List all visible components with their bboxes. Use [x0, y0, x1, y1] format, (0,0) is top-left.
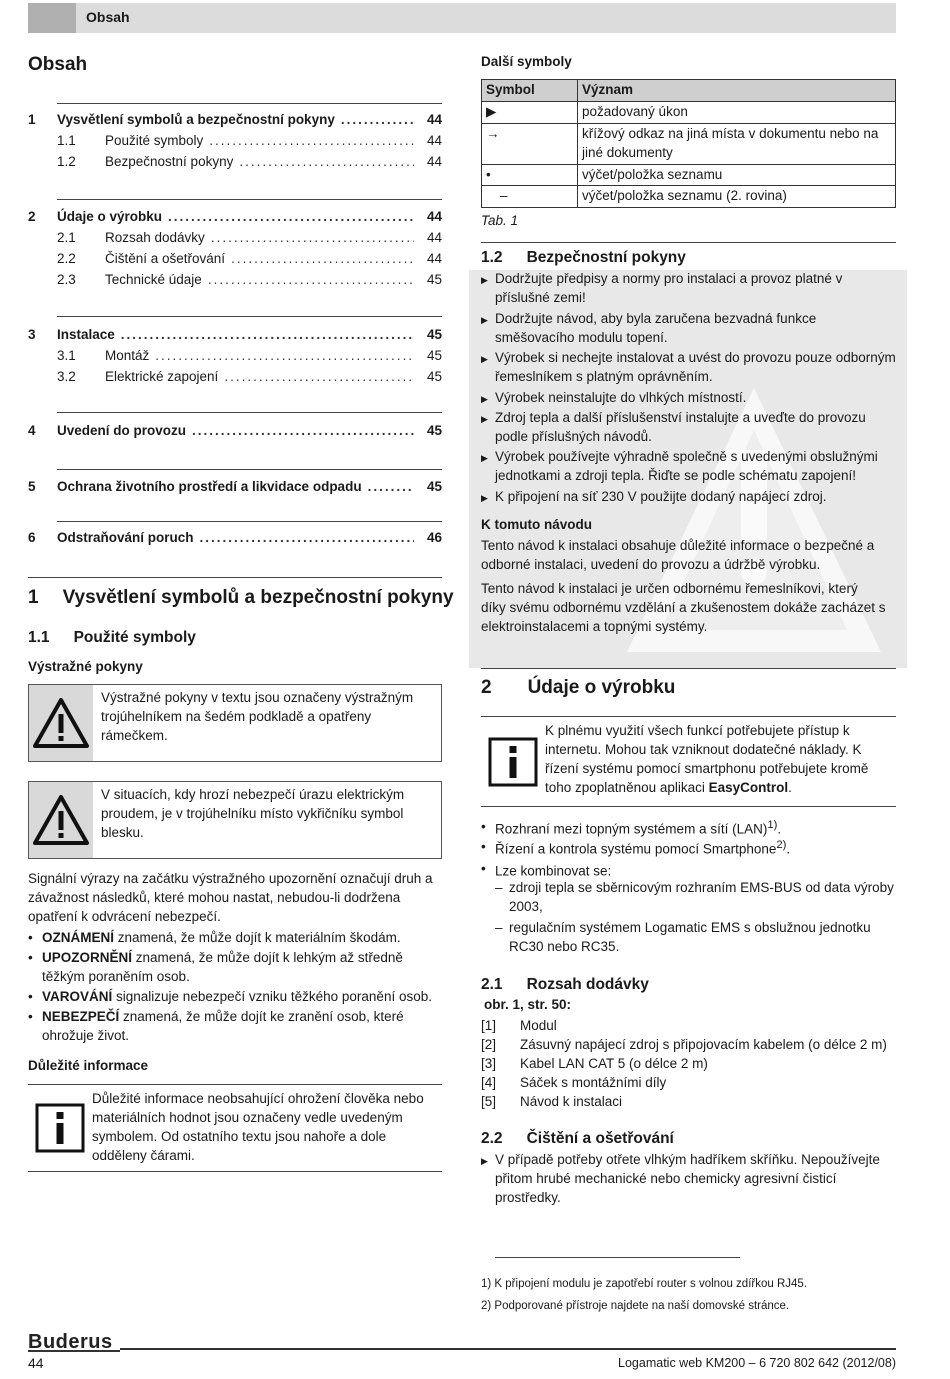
toc-leader [200, 529, 414, 548]
toc-text: Vysvětlení symbolů a bezpečnostní pokyny [57, 112, 335, 127]
table-row [482, 164, 896, 186]
toc-page: 45 [426, 479, 442, 494]
toc-page: 45 [426, 348, 442, 363]
signal-item [28, 949, 442, 987]
section-1-2-heading [481, 247, 686, 269]
toc-text: Technické údaje [105, 272, 202, 287]
section-number: 1.2 [481, 249, 503, 266]
section-title: Použité symboly [73, 629, 196, 646]
section-title: Čištění a ošetřování [526, 1130, 674, 1147]
toc-leader [231, 250, 414, 269]
toc-leader [168, 208, 414, 227]
toc-rule [57, 199, 442, 200]
toc-page: 44 [426, 154, 442, 169]
table-header-cell: Význam [578, 80, 896, 102]
toc-entry [28, 229, 442, 248]
toc-number: 1.2 [57, 154, 76, 169]
table-row [482, 123, 896, 164]
toc-number: 2.3 [57, 272, 76, 287]
toc-entry [28, 368, 442, 387]
feature-text: Řízení a kontrola systému pomocí Smartphone [495, 841, 777, 857]
toc-number: 5 [28, 479, 36, 494]
symbol-cell: • [482, 164, 578, 186]
subfeature-item [495, 879, 895, 917]
signal-intro: Signální výrazy na začátku výstražného upozornění označují druh a závažnost následků, které mohou nastat, nebudou-li dodržena opatření k odvrácení nebezpečí. [28, 871, 433, 924]
footer-rule [120, 1348, 896, 1350]
about-paragraph: Tento návod k instalaci je určen odbornému řemeslníkovi, který díky svému odbornému vzdělání a zkušenostem dokáže zacházet s elektroinstalacemi a topnými systémy. [481, 581, 886, 634]
toc-page: 44 [426, 209, 442, 224]
warning-triangle-icon [29, 685, 93, 761]
toc-text: Ochrana životního prostředí a likvidace odpadu [57, 479, 362, 494]
signal-keyword: NEBEZPEČÍ [42, 1009, 120, 1024]
footnote: 2) Podporované přístroje najdete na naší domovské stránce. [481, 1300, 790, 1312]
toc-entry [28, 478, 442, 497]
document-id: Logamatic web KM200 – 6 720 802 642 (2012/08) [618, 1356, 896, 1370]
subfeature-text: regulačním systémem Logamatic EMS s obslužnou jednotku RC30 nebo RC35. [509, 920, 871, 954]
scope-item [481, 1093, 896, 1112]
toc-page: 44 [426, 112, 442, 127]
scope-item [481, 1074, 896, 1093]
safety-item: ▶ Dodržujte předpisy a normy pro instalaci a provoz platné v příslušné zemi! [481, 270, 896, 308]
section-title: Vysvětlení symbolů a bezpečnostní pokyny [62, 587, 454, 608]
warning-text: Výstražné pokyny v textu jsou označeny výstražným trojúhelníkem na šedém podkladě a opatřeny rámečkem. [101, 690, 414, 743]
toc-rule [57, 412, 442, 413]
scope-text: Zásuvný napájecí zdroj s připojovacím kabelem (o délce 2 m) [520, 1037, 887, 1052]
signal-keyword: VAROVÁNÍ [42, 989, 113, 1004]
section-title: Údaje o výrobku [527, 677, 676, 698]
warnings-heading: Výstražné pokyny [28, 659, 143, 674]
toc-number: 4 [28, 423, 36, 438]
toc-text: Odstraňování poruch [57, 530, 194, 545]
scope-item [481, 1055, 896, 1074]
symbol-cell: ▶ [482, 101, 578, 123]
toc-text: Elektrické zapojení [105, 369, 219, 384]
signal-keyword: OZNÁMENÍ [42, 930, 114, 945]
toc-rule [57, 469, 442, 470]
info-icon [28, 1085, 92, 1171]
scope-number: [5] [481, 1094, 497, 1109]
meaning-cell: výčet/položka seznamu [578, 164, 896, 186]
feature-end: . [786, 841, 791, 857]
header-bar [28, 3, 896, 33]
brand-logo: Buderus [28, 1331, 113, 1353]
toc-entry [28, 326, 442, 345]
toc-text: Čištění a ošetřování [105, 251, 226, 266]
scope-number: [1] [481, 1018, 497, 1033]
feature-item [481, 838, 896, 859]
toc-leader [224, 368, 414, 387]
toc-number: 6 [28, 530, 36, 545]
section-rule [481, 242, 896, 243]
toc-entry [28, 111, 442, 130]
subfeature-item [495, 919, 895, 957]
section-1-1-heading [28, 627, 196, 649]
toc-text: Uvedení do provozu [57, 423, 187, 438]
scope-text: Modul [520, 1018, 557, 1033]
toc-number: 3 [28, 327, 36, 342]
scope-number: [2] [481, 1037, 497, 1052]
toc-page: 44 [426, 251, 442, 266]
important-heading: Důležité informace [28, 1058, 149, 1073]
figure-reference: obr. 1, str. 50: [484, 997, 572, 1012]
section-number: 2 [481, 677, 492, 698]
toc-entry [28, 271, 442, 290]
section-title: Bezpečnostní pokyny [526, 249, 686, 266]
safety-item: ▶ Výrobek neinstalujte do vlhkých místností. [481, 389, 896, 408]
warning-triangle-icon [29, 782, 93, 858]
toc-text: Instalace [57, 327, 115, 342]
subfeature-text: zdroji tepla se sběrnicovým rozhraním EMS-BUS od data výroby 2003, [509, 880, 894, 914]
table-row [482, 101, 896, 123]
section-number: 2.1 [481, 976, 503, 993]
section-number: 1.1 [28, 629, 50, 646]
table-header-cell: Symbol [482, 80, 578, 102]
header-title: Obsah [86, 9, 130, 25]
safety-item: ▶ Dodržujte návod, aby byla zaručena bezvadná funkce směšovacího modulu topení. [481, 310, 896, 348]
toc-number: 2.1 [57, 230, 76, 245]
toc-number: 3.1 [57, 348, 76, 363]
toc-leader [239, 153, 414, 172]
toc-leader [368, 478, 414, 497]
footnote: 1) K připojení modulu je zapotřebí router s volnou zdířkou RJ45. [481, 1278, 808, 1290]
meaning-cell: požadovaný úkon [578, 101, 896, 123]
toc-page: 45 [426, 327, 442, 342]
toc-page: 45 [426, 423, 442, 438]
app-name: EasyControl [708, 779, 789, 795]
feature-item [481, 818, 896, 839]
feature-end: . [777, 821, 782, 837]
section-1-heading [28, 585, 454, 612]
toc-page: 46 [426, 530, 442, 545]
dash-icon: – [495, 880, 503, 895]
signal-item [28, 988, 442, 1007]
signal-keyword: UPOZORNĚNÍ [42, 950, 133, 965]
toc-leader [211, 229, 414, 248]
toc-entry [28, 347, 442, 366]
footnote-rule [495, 1257, 740, 1258]
toc-page: 45 [426, 272, 442, 287]
safety-item: ▶ Výrobek používejte výhradně společně s uvedenými obslužnými jednotkami a zdroji tepla. Řiďte se podle schématu zapojení! [481, 448, 896, 486]
cleaning-item: ▶ V případě potřeby otřete vlhkým hadříkem skříňku. Nepoužívejte přitom hrubé mechanické nebo chemicky agresivní čisticí prostředky. [481, 1151, 896, 1208]
toc-entry [28, 208, 442, 227]
toc-leader [155, 347, 414, 366]
toc-page: 45 [426, 369, 442, 384]
signal-meaning: znamená, že může dojít k materiálním škodám. [114, 930, 401, 945]
important-text: Důležité informace neobsahující ohrožení člověka nebo materiálních hodnot jsou označeny vedle uvedeným symbolem. Od ostatního textu jsou nahoře a dole odděleny čárami. [92, 1091, 424, 1163]
toc-entry [28, 250, 442, 269]
section-number: 2.2 [481, 1130, 503, 1147]
toc-leader [121, 326, 414, 345]
signal-item [28, 1008, 442, 1046]
footnote-ref: 2) [776, 839, 787, 851]
toc-page: 44 [426, 230, 442, 245]
about-paragraph: Tento návod k instalaci obsahuje důležité informace o bezpečné a odborné instalaci, uvedení do provozu a údržbě výrobku. [481, 538, 875, 572]
toc-title: Obsah [28, 54, 88, 75]
important-info-box [28, 1084, 442, 1172]
toc-leader [341, 111, 414, 130]
toc-text: Montáž [105, 348, 150, 363]
safety-item: ▶ Výrobek si nechejte instalovat a uvést do provozu pouze odborným řemeslníkem s platným oprávněním. [481, 349, 896, 387]
other-symbols-heading: Další symboly [481, 54, 572, 69]
symbol-cell: – [482, 186, 578, 208]
symbols-table-body [482, 101, 896, 207]
safety-item: ▶ K připojení na síť 230 V použijte dodaný napájecí zdroj. [481, 488, 896, 507]
toc-number: 2.2 [57, 251, 76, 266]
page-number: 44 [28, 1355, 44, 1371]
toc-text: Použité symboly [105, 133, 204, 148]
symbols-table [481, 79, 896, 208]
scope-item [481, 1017, 896, 1036]
symbol-cell: → [482, 123, 578, 164]
scope-number: [4] [481, 1075, 497, 1090]
toc-page: 44 [426, 133, 442, 148]
info-text: . [788, 779, 792, 795]
feature-text: Lze kombinovat se: [495, 863, 612, 879]
warning-box [28, 684, 442, 762]
header-accent [28, 3, 76, 33]
table-header-row [482, 80, 896, 102]
toc-entry [28, 422, 442, 441]
scope-text: Kabel LAN CAT 5 (o délce 2 m) [520, 1056, 708, 1071]
scope-item [481, 1036, 896, 1055]
toc-leader [192, 422, 414, 441]
section-2-heading [481, 675, 675, 702]
toc-rule [57, 316, 442, 317]
section-number: 1 [28, 587, 39, 608]
scope-text: Sáček s montážními díly [520, 1075, 667, 1090]
section-rule [481, 668, 896, 669]
signal-meaning: znamená, že může dojít k lehkým až středně těžkým poraněním osob. [42, 950, 403, 984]
section-2-1-heading [481, 974, 649, 996]
scope-number: [3] [481, 1056, 497, 1071]
table-row [482, 186, 896, 208]
toc-text: Rozsah dodávky [105, 230, 205, 245]
dash-icon: – [495, 920, 503, 935]
signal-meaning: signalizuje nebezpečí vzniku těžkého poranění osob. [112, 989, 432, 1004]
toc-leader [209, 132, 414, 151]
meaning-cell: křížový odkaz na jiná místa v dokumentu nebo na jiné dokumenty [578, 123, 896, 164]
warning-text: V situacích, kdy hrozí nebezpečí úrazu elektrickým proudem, je v trojúhelníku místo vykřičníku symbol blesku. [101, 787, 405, 840]
about-heading: K tomuto návodu [481, 517, 592, 532]
product-info-box [481, 716, 896, 807]
toc-text: Bezpečnostní pokyny [105, 154, 234, 169]
footer-rule [28, 1350, 120, 1352]
toc-number: 2 [28, 209, 36, 224]
toc-rule [57, 521, 442, 522]
toc-entry [28, 132, 442, 151]
signal-meaning: znamená, že může dojít ke zranění osob, které ohrožuje život. [42, 1009, 404, 1043]
table-caption: Tab. 1 [481, 213, 519, 228]
toc-entry [28, 529, 442, 548]
info-icon [481, 717, 545, 806]
toc-number: 1.1 [57, 133, 76, 148]
toc-rule [57, 103, 442, 104]
info-text: K plnému využití všech funkcí potřebujete přístup k internetu. Mohou tak vzniknout dodatečné náklady. K řízení systému pomocí smartphonu potřebujete kromě toho zpoplatněnou aplikaci [545, 723, 869, 795]
section-2-2-heading [481, 1128, 674, 1150]
section-title: Rozsah dodávky [526, 976, 649, 993]
toc-text: Údaje o výrobku [57, 209, 163, 224]
electric-warning-box [28, 781, 442, 859]
meaning-cell: výčet/položka seznamu (2. rovina) [578, 186, 896, 208]
product-info-text [545, 717, 896, 806]
toc-number: 3.2 [57, 369, 76, 384]
scope-text: Návod k instalaci [520, 1094, 623, 1109]
footnote-ref: 1) [767, 819, 778, 831]
toc-leader [208, 271, 414, 290]
safety-item: ▶ Zdroj tepla a další příslušenství instalujte a uveďte do provozu podle příslušných návodů. [481, 409, 896, 447]
feature-text: Rozhraní mezi topným systémem a sítí (LAN) [495, 821, 768, 837]
signal-item [28, 929, 442, 948]
toc-number: 1 [28, 112, 36, 127]
section-rule [28, 577, 442, 578]
toc-entry [28, 153, 442, 172]
